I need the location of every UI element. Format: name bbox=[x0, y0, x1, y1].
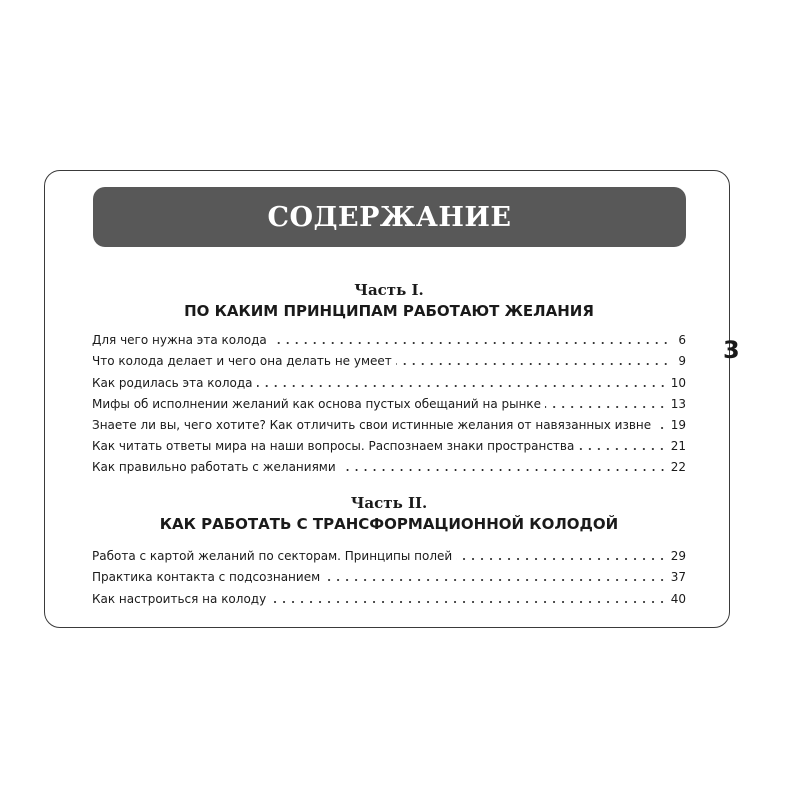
part-1-title: ПО КАКИМ ПРИНЦИПАМ РАБОТАЮТ ЖЕЛАНИЯ bbox=[184, 302, 594, 320]
toc-entry[interactable] bbox=[92, 369, 686, 390]
dot-leader bbox=[257, 385, 667, 387]
toc-entry-title: Для чего нужна эта колода bbox=[92, 333, 267, 348]
toc-entry-title: Работа с картой желаний по секторам. Принципы полей bbox=[92, 549, 453, 564]
dot-leader bbox=[578, 448, 666, 450]
toc-entry[interactable] bbox=[92, 585, 686, 606]
toc-entry[interactable] bbox=[92, 543, 686, 564]
toc-entry[interactable] bbox=[92, 454, 686, 475]
part-1-label: Часть I. bbox=[354, 281, 424, 299]
toc-entry[interactable] bbox=[92, 391, 686, 412]
dot-leader bbox=[396, 363, 670, 365]
toc-entry-title: Как правильно работать с желаниями bbox=[92, 460, 336, 475]
dot-leader bbox=[456, 558, 667, 560]
part-1-entries bbox=[92, 327, 686, 475]
toc-entry-page: 13 bbox=[670, 396, 686, 411]
toc-entry-title: Практика контакта с подсознанием bbox=[92, 570, 321, 585]
toc-entry[interactable] bbox=[92, 327, 686, 348]
toc-entry-page: 19 bbox=[670, 417, 686, 432]
toc-entry-title: Как читать ответы мира на наши вопросы. Распознаем знаки пространства bbox=[92, 439, 575, 454]
toc-entry-page: 10 bbox=[670, 375, 686, 390]
toc-entry-page: 40 bbox=[670, 591, 686, 606]
part-2-entries bbox=[92, 543, 686, 607]
part-2-title: КАК РАБОТАТЬ С ТРАНСФОРМАЦИОННОЙ КОЛОДОЙ bbox=[159, 515, 619, 533]
toc-entry-title: Знаете ли вы, чего хотите? Как отличить свои истинные желания от навязанных извне bbox=[92, 417, 652, 432]
toc-entry-title: Как настроиться на колоду bbox=[92, 591, 267, 606]
toc-entry-page: 29 bbox=[670, 549, 686, 564]
part-1-heading bbox=[90, 280, 688, 322]
dot-leader bbox=[324, 579, 667, 581]
page-number: 3 bbox=[723, 336, 740, 364]
toc-entry-title: Как родилась эта колода bbox=[92, 375, 253, 390]
dot-leader bbox=[340, 469, 667, 471]
toc-entry-page: 9 bbox=[678, 354, 686, 369]
toc-entry-page: 6 bbox=[678, 333, 686, 348]
dot-leader bbox=[545, 406, 667, 408]
toc-entry-page: 37 bbox=[670, 570, 686, 585]
dot-leader bbox=[270, 601, 667, 603]
toc-entry-title: Мифы об исполнении желаний как основа пустых обещаний на рынке bbox=[92, 396, 542, 411]
part-2-label: Часть II. bbox=[350, 494, 428, 512]
toc-entry-title: Что колода делает и чего она делать не умеет bbox=[92, 354, 392, 369]
toc-entry-page: 21 bbox=[670, 439, 686, 454]
toc-entry[interactable] bbox=[92, 433, 686, 454]
toc-entry[interactable] bbox=[92, 564, 686, 585]
toc-entry-page: 22 bbox=[670, 460, 686, 475]
dot-leader bbox=[655, 427, 667, 429]
contents-title: СОДЕРЖАНИЕ bbox=[93, 187, 686, 247]
part-2-heading bbox=[90, 493, 688, 535]
dot-leader bbox=[271, 342, 670, 344]
toc-entry[interactable] bbox=[92, 412, 686, 433]
toc-entry[interactable] bbox=[92, 348, 686, 369]
